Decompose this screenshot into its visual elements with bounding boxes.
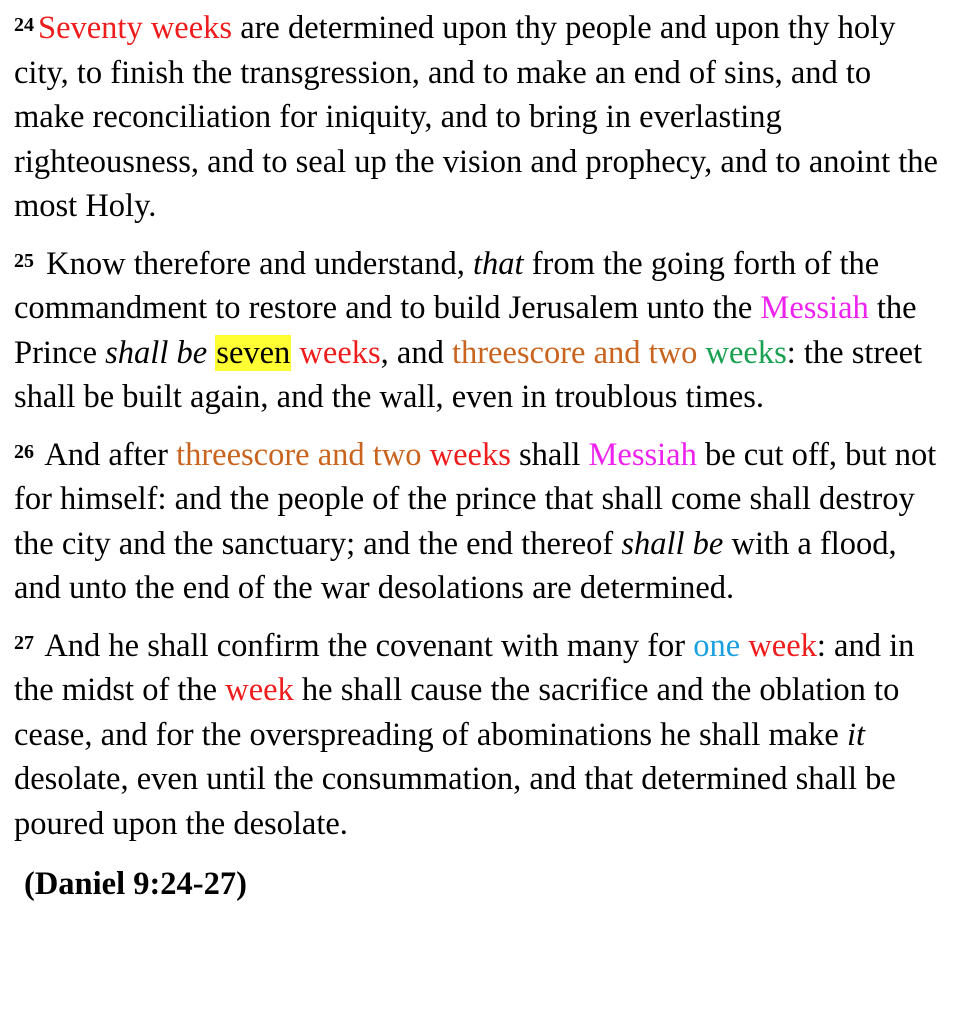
colored-word: week — [225, 672, 294, 708]
italic-text: that — [473, 245, 524, 282]
colored-word: threescore and two — [176, 436, 422, 473]
text-segment: be cut off, but not for himself: and the people of the prince that shall come shall destroy the city and the sanctuary; and the end thereof — [14, 436, 937, 562]
verse-text — [14, 246, 922, 416]
italic-text: it — [846, 716, 866, 753]
verse-number: 24 — [14, 14, 34, 36]
colored-word: Seventy weeks — [38, 10, 233, 46]
verse-number: 25 — [14, 249, 34, 272]
verse-text — [14, 628, 914, 842]
colored-word: week — [748, 627, 817, 664]
text-segment: with a flood, and unto the end of the war desolations are determined. — [14, 525, 897, 606]
text-segment: : and in the midst of the — [14, 627, 915, 708]
highlighted-word: seven — [216, 334, 291, 371]
text-segment: , and — [380, 334, 452, 371]
text-segment — [697, 335, 705, 371]
colored-word: weeks — [705, 334, 787, 371]
colored-word: weeks — [429, 436, 511, 473]
text-segment: shall — [510, 436, 589, 473]
colored-word: threescore and two — [451, 334, 698, 371]
colored-word: Messiah — [588, 436, 697, 473]
colored-word: Messiah — [760, 290, 869, 326]
text-segment: desolate, even until the consummation, and that determined shall be poured upon the desolate. — [14, 761, 896, 842]
italic-text: shall be — [105, 334, 208, 371]
italic-text: shall be — [621, 525, 724, 562]
text-segment: he shall cause the sacrifice and the oblation to cease, and for the overspreading of abominations he shall make — [14, 672, 900, 753]
verse-26 — [14, 433, 943, 611]
verse-number: 27 — [14, 631, 34, 654]
text-segment: And he shall confirm the covenant with many for — [38, 627, 694, 664]
text-segment: And after — [38, 436, 177, 473]
text-segment: the Prince — [14, 290, 917, 371]
text-segment — [422, 437, 430, 473]
text-segment: are determined upon thy people and upon thy holy city, to finish the transgression, and to make an end of sins, and to make reconciliation for iniquity, and to bring in everlasting righteousness, and to seal up the vision and prophecy, and to anoint the most Holy. — [14, 10, 938, 224]
verse-24 — [14, 6, 943, 229]
text-segment: from the going forth of the commandment to restore and to build Jerusalem unto the — [14, 245, 880, 326]
verse-text — [14, 437, 936, 607]
text-segment: : the street shall be built again, and the wall, even in troublous times. — [14, 334, 923, 415]
verse-27 — [14, 624, 943, 847]
verse-number: 26 — [14, 440, 34, 463]
scripture-reference: (Daniel 9:24-27) — [24, 866, 247, 902]
colored-word: one — [693, 627, 741, 664]
text-segment: Know therefore and understand, — [38, 245, 473, 282]
verse-text — [14, 10, 938, 224]
verse-25 — [14, 242, 943, 420]
colored-word: weeks — [299, 334, 381, 371]
scripture-passage — [14, 6, 943, 846]
